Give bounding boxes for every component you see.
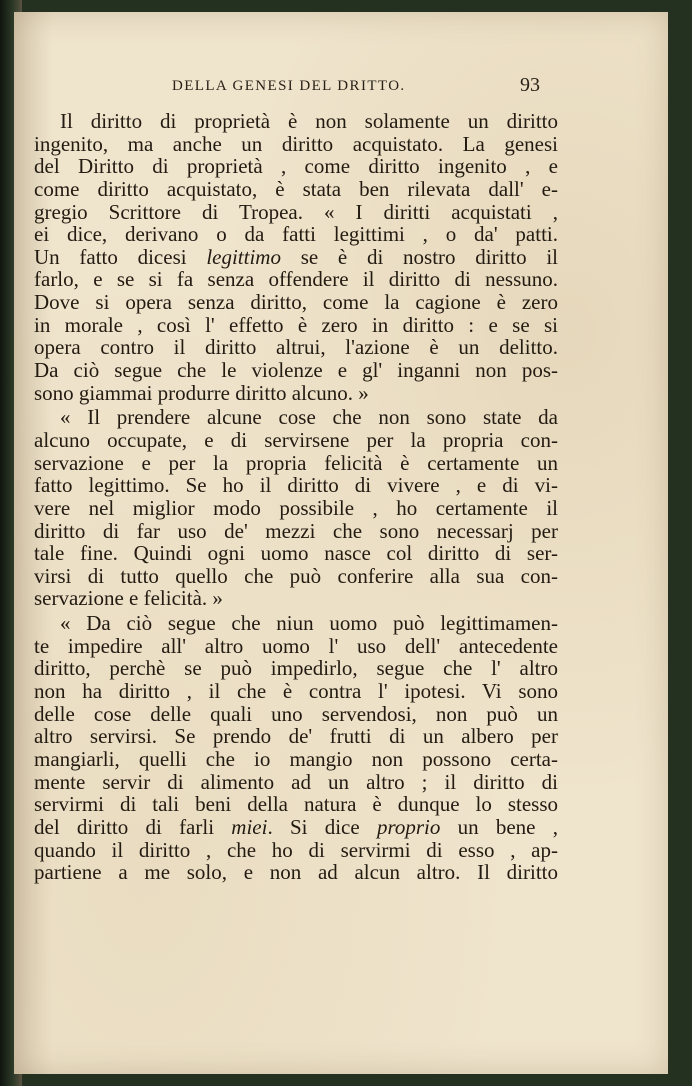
text-line: mangiarli, quelli che io mangio non possono certa- xyxy=(34,746,558,771)
body-text xyxy=(34,110,558,884)
text-line: diritto, perchè se può impedirlo, segue che l' altro xyxy=(34,656,558,681)
text-line: « Da ciò segue che niun uomo può legittimamen- xyxy=(60,611,558,636)
text-line: ei dice, derivano o da fatti legittimi , o da' patti. xyxy=(34,222,558,247)
text-line: servazione e felicità. » xyxy=(34,586,223,611)
text-line: Da ciò segue che le violenze e gl' inganni non pos- xyxy=(34,358,558,383)
text-line: fatto legittimo. Se ho il diritto di vivere , e di vi- xyxy=(34,473,558,498)
text-line: Dove si opera senza diritto, come la cagione è zero xyxy=(34,290,558,315)
text-line: servazione e per la propria felicità è certamente un xyxy=(34,450,558,475)
running-head: DELLA GENESI DEL DRITTO. xyxy=(172,78,406,94)
text-line: vere nel miglior modo possibile , ho certamente il xyxy=(34,495,558,520)
text-line: diritto di far uso de' mezzi che sono necessarj per xyxy=(34,518,558,543)
text-line: partiene a me solo, e non ad alcun altro. Il diritto xyxy=(34,860,558,885)
text-line: in morale , così l' effetto è zero in diritto : e se si xyxy=(34,312,558,337)
text-line: gregio Scrittore di Tropea. « I diritti acquistati , xyxy=(34,199,558,224)
text-line: tale fine. Quindi ogni uomo nasce col diritto di ser- xyxy=(34,541,558,566)
text-line: altro servirsi. Se prendo de' frutti di un albero per xyxy=(34,724,558,749)
text-line: alcuno occupate, e di servirsene per la propria con- xyxy=(34,427,558,452)
text-line: Il diritto di proprietà è non solamente un diritto xyxy=(60,109,558,133)
text-line: mente servir di alimento ad un altro ; il diritto di xyxy=(34,769,558,794)
text-line: farlo, e se si fa senza offendere il diritto di nessuno. xyxy=(34,267,558,292)
page-paper xyxy=(14,12,668,1074)
text-line: te impedire all' altro uomo l' uso dell' antecedente xyxy=(34,633,558,658)
text-line: servirmi di tali beni della natura è dunque lo stesso xyxy=(34,792,558,817)
text-line: virsi di tutto quello che può conferire alla sua con- xyxy=(34,563,558,588)
text-line: delle cose delle quali uno servendosi, non può un xyxy=(34,701,558,726)
text-line: sono giammai produrre diritto alcuno. » xyxy=(34,380,369,405)
text-line: come diritto acquistato, è stata ben rilevata dall' e- xyxy=(34,176,558,201)
text-line: ingenito, ma anche un diritto acquistato. La genesi xyxy=(34,131,558,156)
text-line: quando il diritto , che ho di servirmi di esso , ap- xyxy=(34,837,558,862)
text-line: del diritto di farli miei. Si dice proprio un bene , xyxy=(34,814,558,839)
text-line: Un fatto dicesi legittimo se è di nostro diritto il xyxy=(34,244,558,269)
text-line: « Il prendere alcune cose che non sono state da xyxy=(60,405,558,430)
text-line: del Diritto di proprietà , come diritto ingenito , e xyxy=(34,154,558,179)
page-number: 93 xyxy=(520,74,540,96)
text-line: non ha diritto , il che è contra l' ipotesi. Vi sono xyxy=(34,679,558,704)
text-line: opera contro il diritto altrui, l'azione è un delitto. xyxy=(34,335,558,360)
